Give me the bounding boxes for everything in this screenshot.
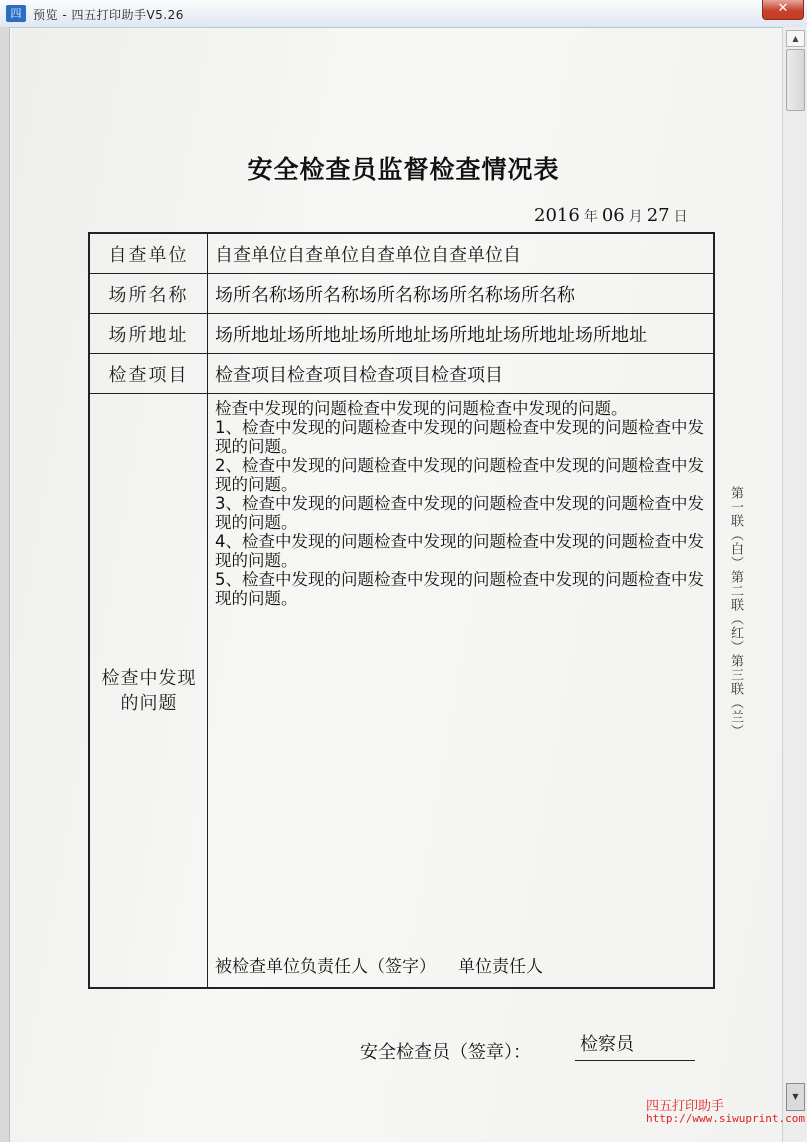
scroll-up-arrow-icon[interactable]: ▲ [786, 30, 805, 47]
copy-designation-side-text: 第一联（白）第二联（红）第三联（兰） [728, 486, 743, 738]
label-self-check-unit: 自查单位 [90, 234, 208, 273]
problems-found-content [215, 399, 710, 608]
app-logo-icon: 四 [6, 5, 26, 22]
label-inspection-item: 检查项目 [90, 354, 208, 393]
watermark-brand: 四五打印助手 [646, 1099, 725, 1114]
responsible-value: 单位责任人 [458, 957, 543, 977]
problem-item: 4、检查中发现的问题检查中发现的问题检查中发现的问题检查中发现的问题。 [215, 532, 704, 570]
value-site-address: 场所地址场所地址场所地址场所地址场所地址场所地址 [215, 324, 647, 346]
window-title: 预览 - 四五打印助手V5.26 [33, 8, 184, 22]
problem-item: 5、检查中发现的问题检查中发现的问题检查中发现的问题检查中发现的问题。 [215, 570, 704, 608]
label-problems-found [90, 394, 208, 987]
value-self-check-unit: 自查单位自查单位自查单位自查单位自 [215, 244, 521, 266]
label-problems-found-text [90, 666, 208, 716]
vertical-scrollbar[interactable] [782, 27, 807, 1142]
date-day: 27 [646, 205, 670, 226]
responsible-label: 被检查单位负责任人（签字） [215, 957, 436, 977]
value-inspection-item: 检查项目检查项目检查项目检查项目 [215, 364, 503, 386]
problem-item: 2、检查中发现的问题检查中发现的问题检查中发现的问题检查中发现的问题。 [215, 456, 704, 494]
inspector-label: 安全检查员（签章）： [360, 1042, 531, 1063]
inspection-form-table [88, 232, 715, 989]
problem-item: 1、检查中发现的问题检查中发现的问题检查中发现的问题检查中发现的问题。 [215, 418, 704, 456]
date-day-unit: 日 [673, 209, 688, 225]
row-site-address [90, 314, 713, 354]
responsible-signature [215, 952, 543, 977]
date-year-unit: 年 [583, 209, 598, 225]
row-site-name [90, 274, 713, 314]
date-month-unit: 月 [628, 209, 643, 225]
watermark-url: http://www.siwuprint.com [646, 1112, 805, 1125]
label-site-address: 场所地址 [90, 314, 208, 353]
date-year: 2016 [534, 205, 580, 226]
problem-item: 3、检查中发现的问题检查中发现的问题检查中发现的问题检查中发现的问题。 [215, 494, 704, 532]
document-title: 安全检查员监督检查情况表 [247, 155, 560, 184]
window-title-bar [0, 0, 807, 28]
row-self-check-unit [90, 234, 713, 274]
inspector-signature-line [575, 1060, 695, 1061]
label-site-name: 场所名称 [90, 274, 208, 313]
label-problems-line2: 的问题 [120, 693, 178, 714]
row-inspection-item [90, 354, 713, 394]
date-month: 06 [601, 205, 625, 226]
inspector-name: 检察员 [580, 1034, 634, 1055]
document-date [534, 205, 692, 226]
problem-intro: 检查中发现的问题检查中发现的问题检查中发现的问题。 [215, 399, 628, 418]
value-site-name: 场所名称场所名称场所名称场所名称场所名称 [215, 284, 575, 306]
scroll-thumb[interactable] [786, 49, 805, 111]
label-problems-line1: 检查中发现 [101, 668, 197, 689]
scroll-down-arrow-icon[interactable]: ▼ [786, 1083, 805, 1111]
close-button[interactable]: ✕ [762, 0, 804, 20]
left-border [0, 27, 10, 1142]
